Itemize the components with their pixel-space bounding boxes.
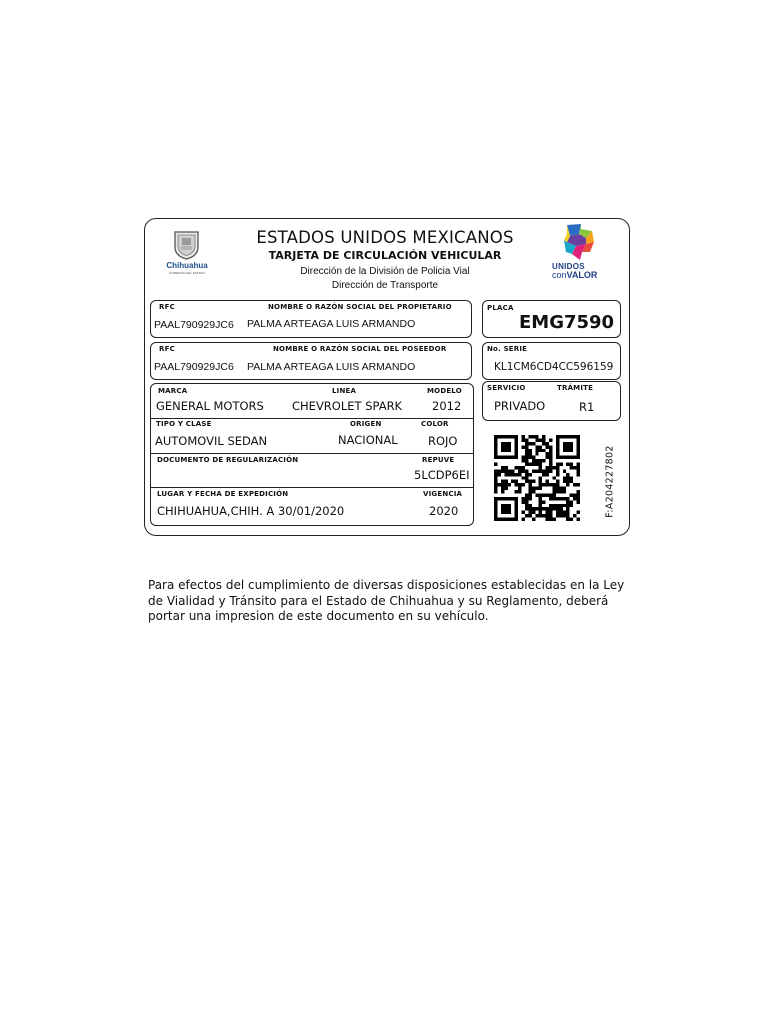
state-map-icon [562, 222, 596, 262]
validity-value: 2020 [429, 504, 459, 518]
holder-rfc-label: RFC [159, 345, 175, 353]
seal-subtitle: GOBIERNO DEL ESTADO [169, 271, 205, 275]
procedure-label: TRÁMITE [557, 384, 594, 392]
seal-name: Chihuahua [166, 261, 208, 270]
line-label: LINEA [332, 387, 357, 395]
brand-label: MARCA [158, 387, 188, 395]
issue-place-date-label: LUGAR Y FECHA DE EXPEDICIÓN [157, 490, 289, 498]
holder-name-label: NOMBRE O RAZÓN SOCIAL DEL POSEEDOR [273, 345, 447, 353]
repuve-value: 5LCDP6EI [414, 468, 470, 482]
logo-text-con: con [552, 270, 567, 280]
issue-place-date-value: CHIHUAHUA,CHIH. A 30/01/2020 [157, 504, 345, 518]
shield-icon [173, 230, 200, 260]
notice-text: Para efectos del cumplimiento de diversas disposiciones establecidas en la Ley de Vialidad y Tránsito para el Estado de Chihuahua y su Reglamento, deberá portar una impresion de este documento en su vehículo. [148, 578, 625, 623]
holder-name-value: PALMA ARTEAGA LUIS ARMANDO [247, 361, 416, 373]
issuer-line-2: Dirección de Transporte [331, 280, 439, 291]
origin-label: ORIGEN [350, 420, 382, 428]
color-label: COLOR [421, 420, 449, 428]
holder-rfc-value: PAAL790929JC6 [154, 361, 234, 373]
origin-value: NACIONAL [338, 433, 398, 447]
model-value: 2012 [432, 399, 462, 413]
plate-value: EMG7590 [519, 312, 615, 333]
issuer-line-1: Dirección de la División de Policia Vial [300, 266, 470, 277]
type-value: AUTOMOVIL SEDAN [155, 434, 268, 448]
document-title: ESTADOS UNIDOS MEXICANOS [256, 228, 514, 247]
regularization-label: DOCUMENTO DE REGULARIZACIÓN [157, 456, 299, 464]
brand-value: GENERAL MOTORS [156, 399, 264, 413]
owner-name-label: NOMBRE O RAZÓN SOCIAL DEL PROPIETARIO [268, 303, 452, 311]
serial-label: No. SERIE [487, 345, 528, 353]
service-label: SERVICIO [487, 384, 526, 392]
owner-rfc-label: RFC [159, 303, 175, 311]
logo-text-valor: VALOR [566, 270, 598, 280]
model-label: MODELO [427, 387, 462, 395]
procedure-value: R1 [579, 400, 595, 414]
type-label: TIPO Y CLASE [156, 420, 212, 428]
divider [151, 453, 473, 454]
owner-name-value: PALMA ARTEAGA LUIS ARMANDO [247, 318, 416, 330]
divider [151, 418, 473, 419]
qr-code [494, 435, 580, 521]
line-value: CHEVROLET SPARK [292, 399, 403, 413]
owner-rfc-value: PAAL790929JC6 [154, 319, 234, 331]
divider [151, 487, 473, 488]
serial-value: KL1CM6CD4CC596159 [494, 361, 614, 373]
folio-number: F:A204227802 [604, 445, 616, 518]
service-value: PRIVADO [494, 399, 546, 413]
repuve-label: REPUVE [422, 456, 455, 464]
validity-label: VIGENCIA [423, 490, 463, 498]
unidos-con-valor-logo [548, 222, 612, 280]
document-subtitle: TARJETA DE CIRCULACIÓN VEHICULAR [268, 249, 502, 262]
logo-text-con-valor [552, 270, 597, 280]
logo-text-unidos: UNIDOS [552, 262, 585, 271]
color-value: ROJO [428, 434, 458, 448]
chihuahua-seal-logo [159, 230, 215, 280]
plate-label: PLACA [487, 304, 514, 312]
